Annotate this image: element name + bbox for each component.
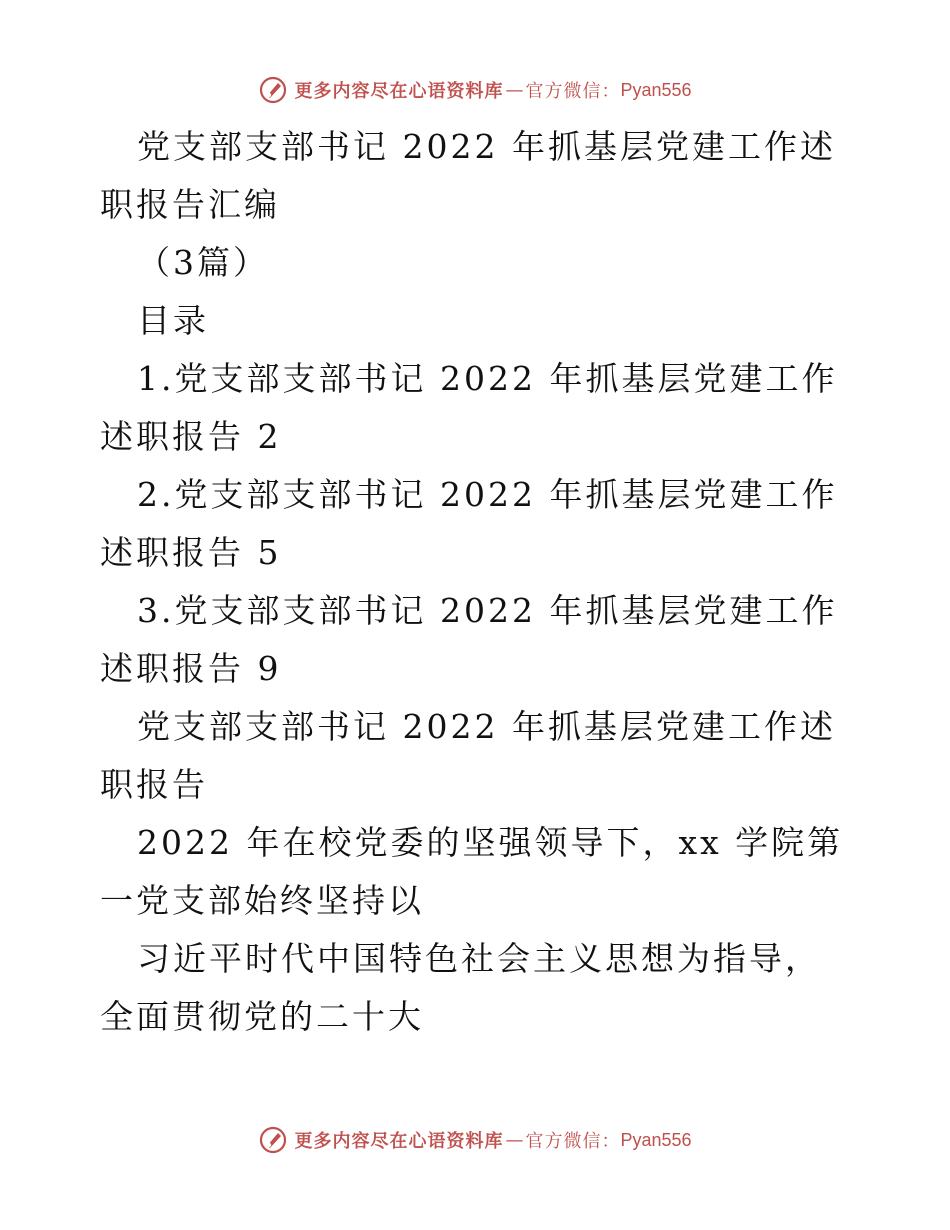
banner-sub-text: 官方微信： [525,81,621,102]
section-heading: 党支部支部书记 2022 年抓基层党建工作述职报告 [100,707,836,804]
banner-main-text: 更多内容尽在心语资料库 [294,81,504,102]
pen-logo-icon [258,1125,288,1155]
toc-item-1: 1.党支部支部书记 2022 年抓基层党建工作述职报告 2 [100,359,838,456]
banner-wechat-id: Pyan556 [620,79,692,100]
toc-item-3: 3.党支部支部书记 2022 年抓基层党建工作述职报告 9 [100,591,838,688]
document-title: 党支部支部书记 2022 年抓基层党建工作述职报告汇编 [100,127,836,224]
toc-heading: 目录 [137,301,209,340]
document-subtitle: （3篇） [137,243,269,282]
pen-logo-icon [258,75,288,105]
banner-separator: — [505,79,524,101]
document-body [100,118,852,1046]
body-paragraph: 2022 年在校党委的坚强领导下，xx 学院第一党支部始终坚持以 [100,823,844,920]
footer-banner [0,1120,950,1160]
banner-separator: — [505,1129,524,1151]
banner-main-text: 更多内容尽在心语资料库 [294,1131,504,1152]
banner-sub-text: 官方微信： [525,1131,621,1152]
toc-item-2: 2.党支部支部书记 2022 年抓基层党建工作述职报告 5 [100,475,838,572]
banner-wechat-id: Pyan556 [620,1129,692,1150]
body-paragraph: 习近平时代中国特色社会主义思想为指导，全面贯彻党的二十大 [100,939,821,1036]
header-banner [0,70,950,110]
